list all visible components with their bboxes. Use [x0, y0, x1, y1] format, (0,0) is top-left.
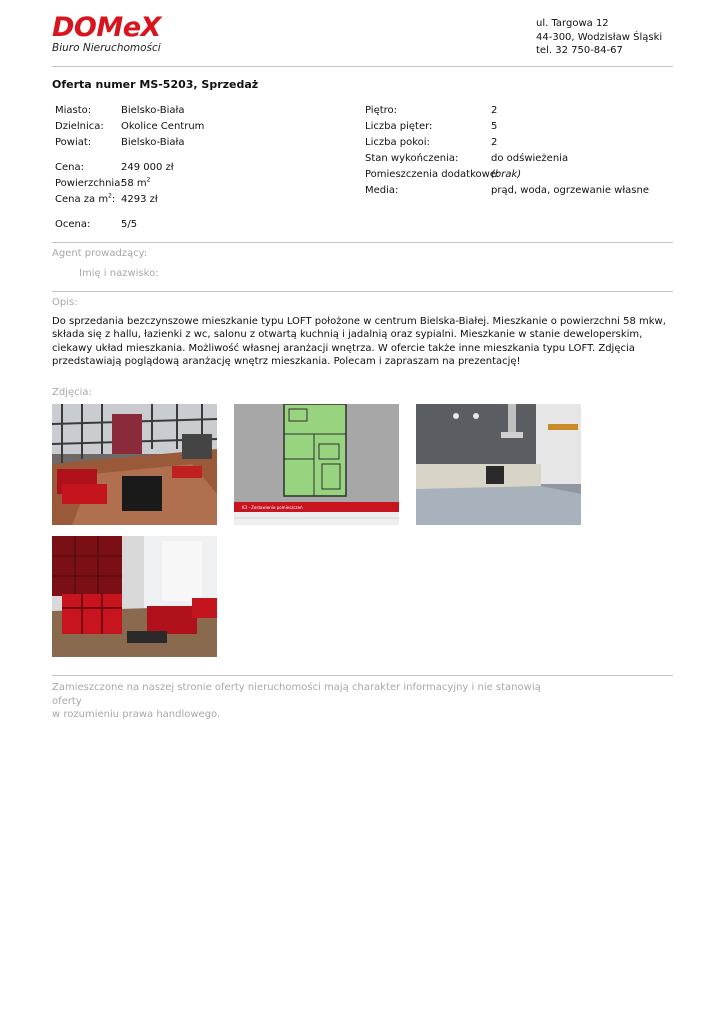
floor-plan-caption: K3 - Zestawienie pomieszczeń — [242, 505, 303, 510]
loft-interior-image — [52, 404, 217, 525]
detail-value: 2 — [491, 137, 498, 148]
detail-value: 5 — [491, 121, 498, 132]
detail-value: Bielsko-Biała — [121, 137, 185, 148]
detail-value: prąd, woda, ogrzewanie własne — [491, 185, 650, 196]
detail-label: Ocena: — [55, 219, 91, 230]
photo-loft-interior[interactable] — [52, 404, 217, 525]
detail-label: Liczba pięter: — [365, 121, 433, 132]
detail-label: Miasto: — [55, 105, 92, 116]
detail-value: do odświeżenia — [491, 153, 569, 164]
section-divider — [52, 242, 673, 243]
floor-plan-image — [234, 404, 399, 525]
detail-value: 58 $m^2$ — [121, 176, 151, 189]
logo-wordmark: DOMeX — [52, 12, 161, 43]
photo-floor-plan[interactable] — [234, 404, 399, 525]
detail-value: 4293 zł — [121, 194, 158, 205]
disclaimer — [52, 681, 552, 722]
detail-value: 5/5 — [121, 219, 138, 230]
living-room-image — [52, 536, 217, 657]
agency-address — [536, 17, 662, 58]
area-value: 58 m — [121, 178, 147, 189]
detail-label: Piętro: — [365, 105, 398, 116]
detail-value: Bielsko-Biała — [121, 105, 185, 116]
kitchen-image — [416, 404, 581, 525]
detail-value: 2 — [491, 105, 498, 116]
agent-heading: Agent prowadzący: — [52, 248, 148, 259]
logo-subtitle: Biuro Nieruchomości — [52, 42, 161, 54]
detail-value: (brak) — [491, 169, 522, 180]
photo-living-room[interactable] — [52, 536, 217, 657]
detail-value: 249 000 zł — [121, 162, 174, 173]
detail-value: Okolice Centrum — [121, 121, 205, 132]
price-per-m2-label: Cena za m — [55, 194, 109, 205]
detail-label: Powierzchnia: — [55, 178, 124, 189]
description-heading: Opis: — [52, 297, 78, 308]
detail-label: Liczba pokoi: — [365, 137, 430, 148]
detail-label: Dzielnica: — [55, 121, 104, 132]
footer-divider — [52, 675, 673, 676]
header-divider — [52, 66, 673, 67]
section-divider — [52, 291, 673, 292]
detail-label: Powiat: — [55, 137, 92, 148]
address-phone: tel. 32 750-84-67 — [536, 45, 623, 56]
detail-label: Cena za $m^2$: — [55, 192, 116, 205]
photo-kitchen[interactable] — [416, 404, 581, 525]
detail-label: Media: — [365, 185, 399, 196]
detail-label: Pomieszczenia dodatkowe: — [365, 169, 500, 180]
disclaimer-line-2: w rozumieniu prawa handlowego. — [52, 709, 221, 720]
description-text: Do sprzedania bezczynszowe mieszkanie typu LOFT położone w centrum Bielska-Białej. Mieszkanie o powierzchni 58 mkw, składa się z hallu, łazienki z wc, salonu z otwartą kuchnią i jadalnią oraz sypialni. Mieszkanie w stanie deweloperskim, ciekawy układ mieszkania. Możliwość własnej aranżacji wnętrza. W ofercie także inne mieszkania typu LOFT. Zdjęcia przedstawiają poglądową aranżację wnętrz mieszkania. Polecam i zapraszam na prezentację! — [52, 316, 666, 367]
company-logo — [52, 14, 172, 58]
address-street: ul. Targowa 12 — [536, 18, 609, 29]
detail-label: Stan wykończenia: — [365, 153, 459, 164]
offer-title: Oferta numer MS-5203, Sprzedaż — [52, 78, 259, 91]
agent-name-label: Imię i nazwisko: — [79, 268, 159, 279]
address-city: 44-300, Wodzisław Śląski — [536, 31, 663, 43]
photos-heading: Zdjęcia: — [52, 387, 92, 398]
disclaimer-line-1: Zamieszczone na naszej stronie oferty nieruchomości mają charakter informacyjny i nie stanowią oferty — [52, 682, 541, 707]
detail-label: Cena: — [55, 162, 84, 173]
